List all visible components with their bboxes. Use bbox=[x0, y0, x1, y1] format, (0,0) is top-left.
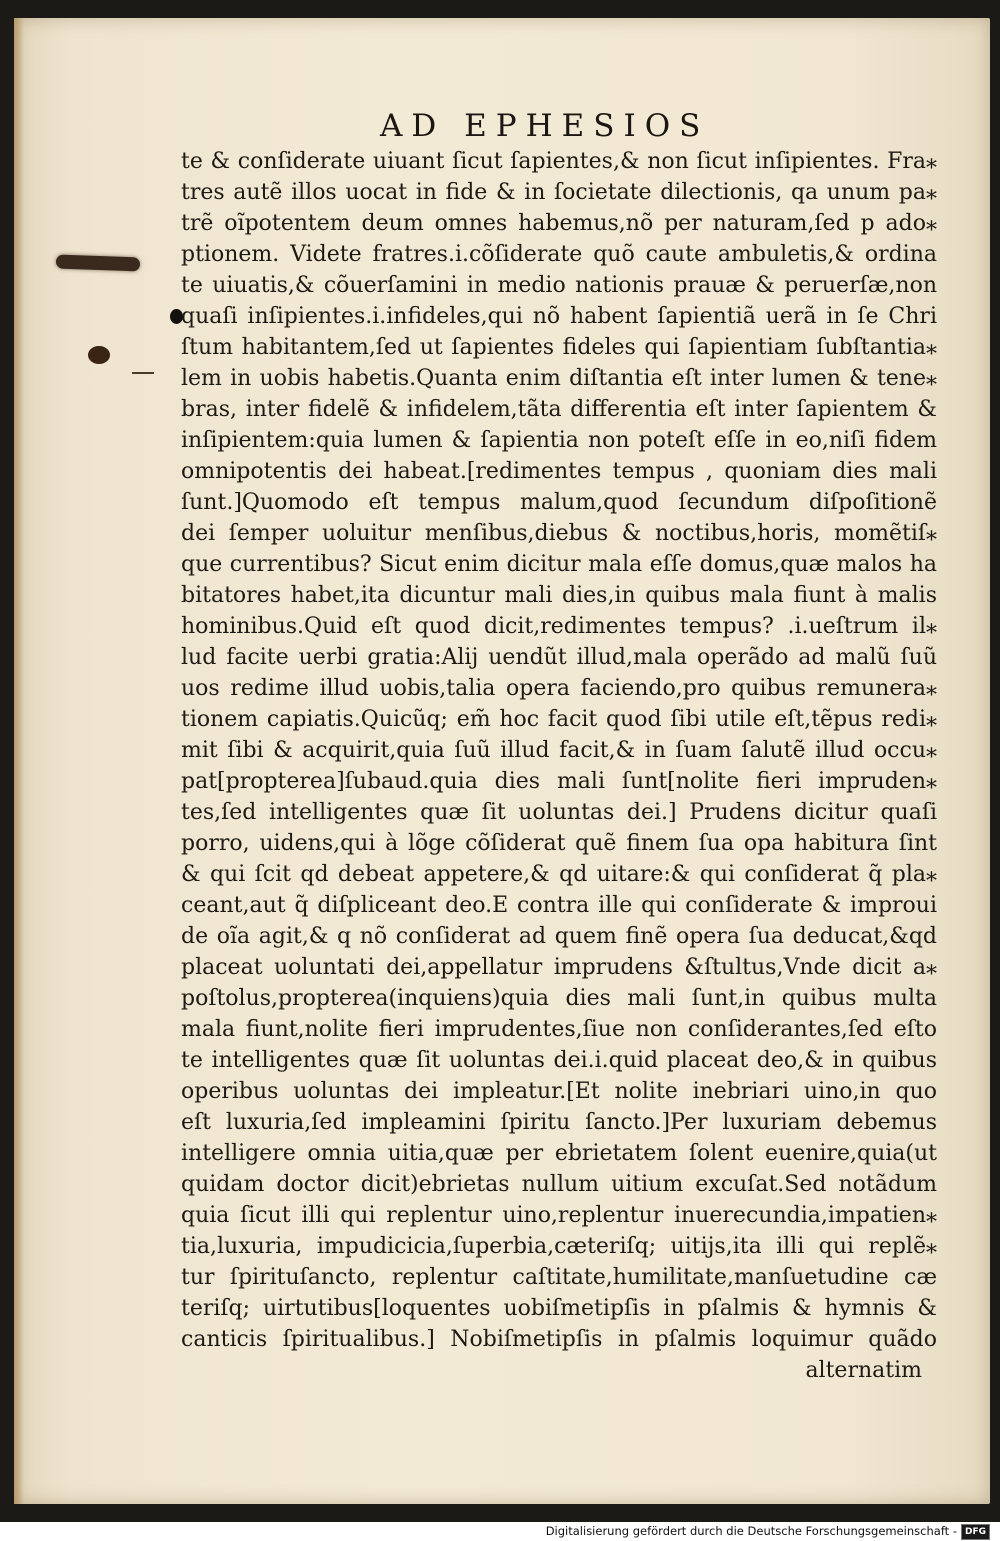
text-line: tes,ſed intelligentes quæ ſit uoluntas dei.] Prudens dicitur quaſi bbox=[181, 800, 937, 825]
text-line: ptionem. Videte fratres.i.cõſiderate quõ caute ambuletis,& ordina bbox=[181, 242, 937, 267]
ink-blot-mark bbox=[88, 346, 110, 364]
text-line: tres autẽ illos uocat in fide & in ſocietate dilectionis, qa unum pa⁎ bbox=[181, 180, 937, 205]
text-line: tur ſpirituſancto, replentur caſtitate,humilitate,manſuetudine cæ bbox=[181, 1265, 937, 1290]
text-line: que currentibus? Sicut enim dicitur mala eſſe domus,quæ malos ha bbox=[181, 552, 937, 577]
text-line: teriſq; uirtutibus[loquentes uobiſmetipſis in pſalmis & hymnis & bbox=[181, 1296, 937, 1321]
text-line: placeat uoluntati dei,appellatur imprudens &ſtultus,Vnde dicit a⁎ bbox=[181, 955, 937, 980]
margin-dash-mark bbox=[132, 372, 154, 374]
text-line: tia,luxuria, impudicicia,ſuperbia,cæteriſq; uitijs,ita illi qui replẽ⁎ bbox=[181, 1234, 937, 1259]
text-line: tionem capiatis.Quicũq; em̃ hoc facit quod ſibi utile eſt,tẽpus redi⁎ bbox=[181, 707, 937, 732]
text-line: canticis ſpiritualibus.] Nobiſmetipſis in pſalmis loquimur quãdo bbox=[181, 1327, 937, 1352]
text-line: & qui ſcit qd debeat appetere,& qd uitare:& qui conſiderat q̃ pla⁎ bbox=[181, 862, 937, 887]
text-line: mala fiunt,nolite fieri imprudentes,ſiue non conſiderantes,ſed eſto bbox=[181, 1017, 937, 1042]
text-line: poſtolus,propterea(inquiens)quia dies mali ſunt,in quibus multa bbox=[181, 986, 937, 1011]
running-head: AD EPHESIOS bbox=[380, 108, 710, 144]
text-line: ſunt.]Quomodo eſt tempus malum,quod ſecundum diſpoſitionẽ bbox=[181, 490, 937, 515]
footer bbox=[0, 1522, 990, 1541]
text-line: intelligere omnia uitia,quæ per ebrietatem ſolent euenire,quia(ut bbox=[181, 1141, 937, 1166]
text-line: inſipientem:quia lumen & ſapientia non poteſt eſſe in eo,niſi fidem bbox=[181, 428, 937, 453]
text-line: te intelligentes quæ ſit uoluntas dei.i.quid placeat deo,& in quibus bbox=[181, 1048, 937, 1073]
text-line: dei ſemper uoluitur menſibus,diebus & noctibus,horis, momẽtiſ⁎ bbox=[181, 521, 937, 546]
text-line: bitatores habet,ita dicuntur mali dies,in quibus mala fiunt à malis bbox=[181, 583, 937, 608]
text-line: quidam doctor dicit)ebrietas nullum uitium excuſat.Sed notãdum bbox=[181, 1172, 937, 1197]
text-line: quia ſicut illi qui replentur uino,replentur inuerecundia,impatien⁎ bbox=[181, 1203, 937, 1228]
text-line: te uiuatis,& cõuerſamini in medio nationis prauæ & peruerſæ,non bbox=[181, 273, 937, 298]
text-line: trẽ oĩpotentem deum omnes habemus,nõ per naturam,ſed p ado⁎ bbox=[181, 211, 937, 236]
text-line: te & conſiderate uiuant ſicut ſapientes,& non ſicut inſipientes. Fra⁎ bbox=[181, 149, 937, 174]
text-line: eſt luxuria,ſed impleamini ſpiritu ſancto.]Per luxuriam debemus bbox=[181, 1110, 937, 1135]
text-line: lud facite uerbi gratia:Alij uendũt illud,mala operãdo ad malũ ſuũ bbox=[181, 645, 937, 670]
text-line: hominibus.Quid eſt quod dicit,redimentes tempus? .i.ueſtrum il⁎ bbox=[181, 614, 937, 639]
dfg-logo: DFG bbox=[961, 1524, 990, 1540]
text-line: quaſi inſipientes.i.infideles,qui nõ habent ſapientiã uerã in ſe Chri bbox=[181, 304, 937, 329]
footer-credit: Digitalisierung gefördert durch die Deutsche Forschungsgemeinschaft - bbox=[545, 1524, 957, 1538]
text-line: uos redime illud uobis,talia opera faciendo,pro quibus remunera⁎ bbox=[181, 676, 937, 701]
text-line: ſtum habitantem,ſed ut ſapientes fideles qui ſapientiam ſubſtantia⁎ bbox=[181, 335, 937, 360]
text-line: porro, uidens,qui à lõge cõſiderat quẽ finem ſua opa habitura ſint bbox=[181, 831, 937, 856]
body-text bbox=[181, 146, 937, 1386]
text-line: bras, inter fidelẽ & infidelem,tãta differentia eſt inter ſapientem & bbox=[181, 397, 937, 422]
text-line: omnipotentis dei habeat.[redimentes tempus , quoniam dies mali bbox=[181, 459, 937, 484]
text-line: de oĩa agit,& q nõ conſiderat ad quem finẽ opera ſua deducat,&qd bbox=[181, 924, 937, 949]
ink-smudge-mark bbox=[56, 255, 140, 272]
text-line: alternatim bbox=[805, 1358, 922, 1383]
text-line: ceant,aut q̃ diſpliceant deo.E contra ille qui conſiderate & improui bbox=[181, 893, 937, 918]
text-line: mit ſibi & acquirit,quia ſuũ illud facit,& in ſuam ſalutẽ illud occu⁎ bbox=[181, 738, 937, 763]
page-binding-edge bbox=[14, 18, 24, 1504]
text-line: lem in uobis habetis.Quanta enim diſtantia eſt inter lumen & tene⁎ bbox=[181, 366, 937, 391]
text-line: operibus uoluntas dei impleatur.[Et nolite inebriari uino,in quo bbox=[181, 1079, 937, 1104]
text-line: pat[propterea]ſubaud.quia dies mali ſunt[nolite fieri impruden⁎ bbox=[181, 769, 937, 794]
